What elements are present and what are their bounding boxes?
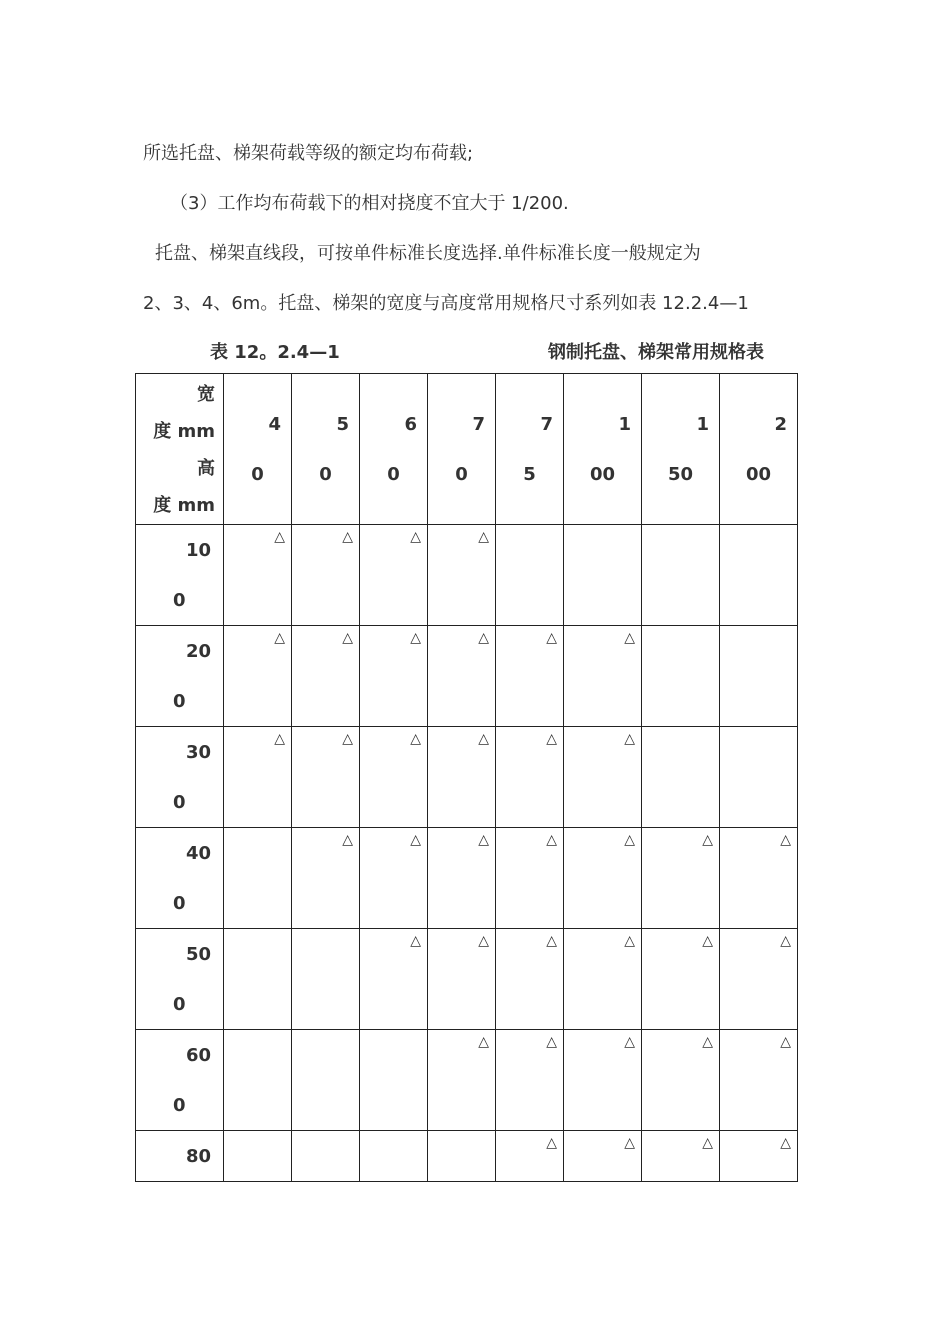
table-cell — [720, 727, 798, 828]
width-header-cell — [224, 374, 292, 525]
table-cell — [564, 1131, 642, 1182]
table-cell — [720, 929, 798, 1030]
height-header-cell — [136, 1030, 224, 1131]
table-cell — [642, 626, 720, 727]
triangle-mark-icon: △ — [410, 731, 421, 747]
table-cell — [224, 727, 292, 828]
width-header-cell — [360, 374, 428, 525]
height-header-top: 60 — [185, 1045, 211, 1066]
table-number: 表 12。2.4—1 — [210, 342, 340, 363]
width-header-cell — [428, 374, 496, 525]
width-header-bottom: 0 — [319, 464, 332, 485]
triangle-mark-icon: △ — [478, 832, 489, 848]
header-row — [136, 374, 798, 525]
triangle-mark-icon: △ — [478, 529, 489, 545]
table-cell — [428, 727, 496, 828]
table-cell — [642, 1131, 720, 1182]
table-row — [136, 1131, 798, 1182]
triangle-mark-icon: △ — [624, 832, 635, 848]
table-cell — [642, 525, 720, 626]
table-cell — [292, 1131, 360, 1182]
triangle-mark-icon: △ — [780, 832, 791, 848]
width-header-bottom: 0 — [251, 464, 264, 485]
triangle-mark-icon: △ — [546, 630, 557, 646]
height-header-cell — [136, 626, 224, 727]
corner-label: 宽 — [197, 384, 215, 405]
triangle-mark-icon: △ — [342, 529, 353, 545]
table-cell — [360, 525, 428, 626]
table-cell — [292, 525, 360, 626]
height-header-cell — [136, 1131, 224, 1182]
triangle-mark-icon: △ — [546, 1034, 557, 1050]
triangle-mark-icon: △ — [274, 630, 285, 646]
table-cell — [360, 929, 428, 1030]
width-header-top: 5 — [336, 414, 349, 435]
triangle-mark-icon: △ — [410, 630, 421, 646]
triangle-mark-icon: △ — [478, 731, 489, 747]
table-cell — [428, 1030, 496, 1131]
table-cell — [360, 828, 428, 929]
table-cell — [642, 727, 720, 828]
corner-label: 高 — [197, 458, 215, 479]
corner-label: 度 mm — [153, 421, 215, 442]
paragraph-4: 2、3、4、6m。托盘、梯架的宽度与高度常用规格尺寸系列如表 12.2.4—1 — [143, 293, 749, 314]
height-header-top: 30 — [185, 742, 211, 763]
table-cell — [720, 525, 798, 626]
triangle-mark-icon: △ — [780, 1034, 791, 1050]
table-cell — [428, 525, 496, 626]
table-cell — [292, 929, 360, 1030]
height-header-bottom: 0 — [173, 691, 186, 712]
table-cell — [642, 929, 720, 1030]
table-cell — [360, 1131, 428, 1182]
table-cell — [564, 929, 642, 1030]
width-header-top: 7 — [472, 414, 485, 435]
table-row — [136, 727, 798, 828]
triangle-mark-icon: △ — [546, 832, 557, 848]
table-cell — [428, 626, 496, 727]
corner-label: 度 mm — [153, 495, 215, 516]
table-cell — [224, 929, 292, 1030]
table-cell — [428, 929, 496, 1030]
table-cell — [224, 1030, 292, 1131]
width-header-cell — [720, 374, 798, 525]
table-cell — [496, 1030, 564, 1131]
triangle-mark-icon: △ — [624, 933, 635, 949]
height-header-bottom: 0 — [173, 994, 186, 1015]
table-row — [136, 626, 798, 727]
triangle-mark-icon: △ — [410, 832, 421, 848]
width-header-bottom: 50 — [667, 464, 694, 485]
table-cell — [292, 1030, 360, 1131]
table-cell — [496, 525, 564, 626]
table-cell — [564, 828, 642, 929]
corner-cell — [136, 374, 224, 525]
table-cell — [360, 1030, 428, 1131]
width-header-bottom: 5 — [523, 464, 536, 485]
height-header-top: 20 — [185, 641, 211, 662]
table-cell — [224, 525, 292, 626]
table-cell — [642, 1030, 720, 1131]
height-header-bottom: 0 — [173, 590, 186, 611]
width-header-bottom: 0 — [455, 464, 468, 485]
height-header-bottom: 0 — [173, 893, 186, 914]
table-cell — [720, 828, 798, 929]
table-cell — [292, 727, 360, 828]
table-cell — [360, 727, 428, 828]
width-header-top: 2 — [774, 414, 787, 435]
table-cell — [496, 727, 564, 828]
triangle-mark-icon: △ — [780, 933, 791, 949]
triangle-mark-icon: △ — [702, 1135, 713, 1151]
triangle-mark-icon: △ — [342, 832, 353, 848]
table-cell — [564, 626, 642, 727]
table-cell — [224, 828, 292, 929]
spec-table — [135, 373, 798, 1182]
triangle-mark-icon: △ — [478, 1034, 489, 1050]
table-row — [136, 525, 798, 626]
table-cell — [496, 626, 564, 727]
height-header-cell — [136, 727, 224, 828]
table-row — [136, 929, 798, 1030]
triangle-mark-icon: △ — [546, 933, 557, 949]
height-header-top: 10 — [185, 540, 211, 561]
triangle-mark-icon: △ — [702, 933, 713, 949]
table-cell — [428, 828, 496, 929]
height-header-bottom: 0 — [173, 792, 186, 813]
width-header-top: 1 — [618, 414, 631, 435]
table-cell — [720, 626, 798, 727]
table-title: 钢制托盘、梯架常用规格表 — [548, 342, 764, 363]
width-header-cell — [496, 374, 564, 525]
width-header-cell — [292, 374, 360, 525]
height-header-top: 40 — [185, 843, 211, 864]
table-cell — [564, 525, 642, 626]
table-row — [136, 828, 798, 929]
triangle-mark-icon: △ — [546, 731, 557, 747]
table-cell — [496, 828, 564, 929]
width-header-top: 4 — [268, 414, 281, 435]
width-header-bottom: 0 — [387, 464, 400, 485]
triangle-mark-icon: △ — [410, 529, 421, 545]
triangle-mark-icon: △ — [702, 832, 713, 848]
width-header-top: 6 — [404, 414, 417, 435]
table-cell — [720, 1131, 798, 1182]
triangle-mark-icon: △ — [274, 529, 285, 545]
table-cell — [496, 1131, 564, 1182]
triangle-mark-icon: △ — [410, 933, 421, 949]
triangle-mark-icon: △ — [624, 630, 635, 646]
width-header-top: 7 — [540, 414, 553, 435]
table-cell — [292, 626, 360, 727]
triangle-mark-icon: △ — [478, 630, 489, 646]
table-cell — [564, 1030, 642, 1131]
width-header-cell — [642, 374, 720, 525]
triangle-mark-icon: △ — [624, 1034, 635, 1050]
table-cell — [642, 828, 720, 929]
width-header-bottom: 00 — [745, 464, 772, 485]
table-cell — [428, 1131, 496, 1182]
table-cell — [224, 1131, 292, 1182]
width-header-cell — [564, 374, 642, 525]
table-cell — [720, 1030, 798, 1131]
triangle-mark-icon: △ — [624, 1135, 635, 1151]
table-cell — [292, 828, 360, 929]
triangle-mark-icon: △ — [478, 933, 489, 949]
height-header-bottom: 0 — [173, 1095, 186, 1116]
triangle-mark-icon: △ — [274, 731, 285, 747]
paragraph-3: 托盘、梯架直线段，可按单件标准长度选择.单件标准长度一般规定为 — [155, 243, 701, 264]
table-row — [136, 1030, 798, 1131]
paragraph-2: （3）工作均布荷载下的相对挠度不宜大于 1/200. — [170, 193, 569, 214]
triangle-mark-icon: △ — [780, 1135, 791, 1151]
table-cell — [564, 727, 642, 828]
triangle-mark-icon: △ — [342, 731, 353, 747]
height-header-cell — [136, 929, 224, 1030]
table-cell — [224, 626, 292, 727]
table-cell — [360, 626, 428, 727]
height-header-top: 80 — [185, 1146, 211, 1167]
width-header-bottom: 00 — [589, 464, 616, 485]
triangle-mark-icon: △ — [546, 1135, 557, 1151]
height-header-cell — [136, 828, 224, 929]
height-header-cell — [136, 525, 224, 626]
triangle-mark-icon: △ — [702, 1034, 713, 1050]
height-header-top: 50 — [185, 944, 211, 965]
table-cell — [496, 929, 564, 1030]
paragraph-1: 所选托盘、梯架荷载等级的额定均布荷载; — [143, 143, 474, 164]
triangle-mark-icon: △ — [342, 630, 353, 646]
width-header-top: 1 — [696, 414, 709, 435]
triangle-mark-icon: △ — [624, 731, 635, 747]
